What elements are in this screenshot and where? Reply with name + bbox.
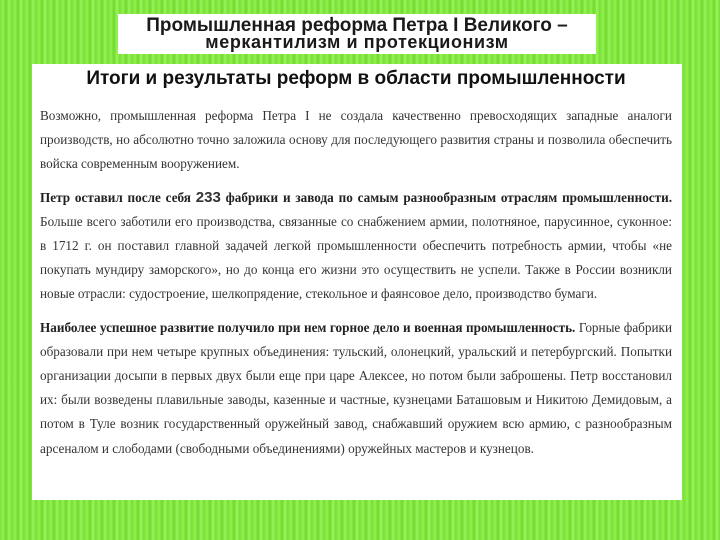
paragraph-3-text: Горные фабрики образовали при нем четыре крупных объединения: тульский, олонецкий, уральский и петербургский. Попытки организации досыпи в первых двух были еще при царе Алексее, но потом были заброшены. Петр восстановил их: были возведены плавильные заводы, казенные и частные, кузнецами Баташовым и Никитою Демидовым, а потом в Туле возник государственный оружейный завод, снабжавший оружием всю армию, с разнообразным арсеналом и слободами (свободными объединениями) оружейных мастеров и кузнецов.	[40, 319, 672, 456]
factory-count: 233	[195, 188, 221, 206]
paragraph-3	[40, 316, 672, 461]
content-panel	[32, 64, 682, 500]
slide-title-line-1: Промышленная реформа Петра I Великого –	[146, 15, 568, 36]
paragraph-2-text: Больше всего заботили его производства, связанные со снабжением армии, полотняное, парусинное, суконное: в 1712 г. он поставил главной задачей легкой промышленности обеспечить потребность армии, чтобы «не покупать мундиру заморского», но до конца его жизни это осуществить не успели. Также в России возникли новые отрасли: судостроение, шелкопрядение, стекольное и фаянсовое дело, производство бумаги.	[40, 213, 672, 302]
paragraph-3-bold: Наиболее успешное развитие получило при нем горное дело и военная промышленность.	[40, 319, 576, 335]
paragraph-1: Возможно, промышленная реформа Петра I не создала качественно превосходящих западные аналоги производств, но абсолютно точно заложила основу для последующего развития страны и позволила обеспечить войска современным вооружением.	[40, 108, 672, 172]
paragraph-2	[40, 186, 672, 307]
section-heading: Итоги и результаты реформ в области промышленности	[86, 68, 626, 89]
slide-title-line-2: меркантилизм и протекционизм	[205, 32, 509, 52]
paragraph-2-bold-start: Петр оставил после себя	[40, 189, 191, 205]
paragraph-2-bold-end: фабрики и завода по самым разнообразным отраслям промышленности.	[225, 189, 673, 205]
slide-title	[118, 14, 596, 54]
